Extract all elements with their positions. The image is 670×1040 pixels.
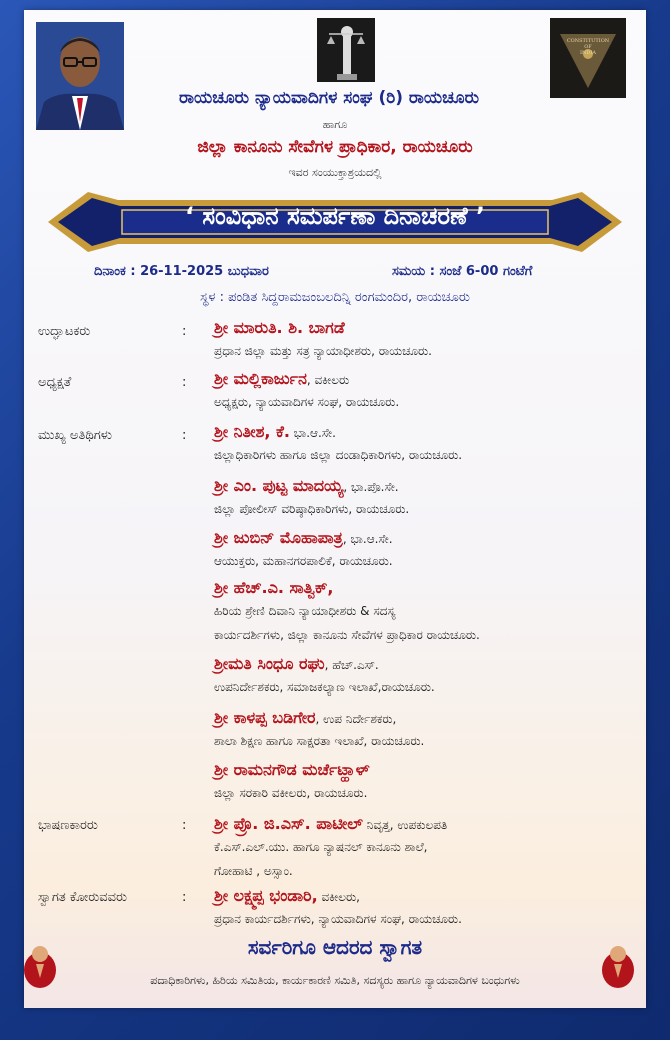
organizer-line-2: ಜಿಲ್ಲಾ ಕಾನೂನು ಸೇವೆಗಳ ಪ್ರಾಧಿಕಾರ, ರಾಯಚೂರು (197, 137, 473, 157)
invitation-card (24, 10, 646, 1008)
person-name: ಶ್ರೀ ಮಲ್ಲಿಕಾರ್ಜುನ, ವಕೀಲರು (214, 369, 350, 388)
person-desc-2: ಗೋಹಾಟಿ , ಅಸ್ಸಾಂ. (214, 864, 293, 878)
colon: : (182, 375, 187, 390)
and-connector: ಹಾಗೂ (322, 118, 348, 131)
person-desc: ಜಿಲ್ಲಾ ಸರಕಾರಿ ವಕೀಲರು, ರಾಯಚೂರು. (214, 786, 368, 800)
colon: : (182, 818, 187, 833)
person-name: ಶ್ರೀ ಕಾಳಪ್ಪ ಬಡಿಗೇರ, ಉಪ ನಿರ್ದೇಶಕರು, (214, 708, 397, 727)
role-inaugurator: ಉದ್ಘಾಟಕರು (38, 324, 91, 339)
person-name: ಶ್ರೀ ಜುಬಿನ್ ಮೊಹಾಪಾತ್ರ, ಭಾ.ಆ.ಸೇ. (214, 528, 393, 547)
event-time: ಸಮಯ : ಸಂಜೆ 6-00 ಗಂಟೆಗೆ (392, 264, 533, 279)
event-date: ದಿನಾಂಕ : 26-11-2025 ಬುಧವಾರ (94, 264, 269, 279)
role-chief-guests: ಮುಖ್ಯ ಅತಿಥಿಗಳು (38, 428, 112, 443)
role-speaker: ಭಾಷಣಕಾರರು (38, 818, 98, 833)
person-name: ಶ್ರೀ ಹೆಚ್.ಎ. ಸಾತ್ವಿಕ್, (214, 578, 334, 597)
person-desc: ಪ್ರಧಾನ ಜಿಲ್ಲಾ ಮತ್ತು ಸತ್ರ ನ್ಯಾಯಾಧೀಶರು, ರಾಯಚೂರು. (214, 344, 432, 358)
constitution-book-image (550, 18, 626, 98)
welcome-all-text: ಸರ್ವರಿಗೂ ಆದರದ ಸ್ವಾಗತ (247, 935, 423, 959)
book-title-line2: OF (584, 44, 592, 50)
role-welcome: ಸ್ವಾಗತ ಕೋರುವವರು (38, 890, 127, 905)
person-desc: ಪ್ರಧಾನ ಕಾರ್ಯದರ್ಶಿಗಳು, ನ್ಯಾಯವಾದಿಗಳ ಸಂಘ, ರಾಯಚೂರು. (214, 912, 462, 926)
person-name: ಶ್ರೀ ಪ್ರೊ. ಜಿ.ಎಸ್. ಪಾಟೀಲ್ ನಿವೃತ್ತ, ಉಪಕುಲಪತಿ (214, 814, 448, 833)
person-name: ಶ್ರೀ ನಿತೀಶ, ಕೆ. ಭಾ.ಆ.ಸೇ. (214, 422, 336, 441)
person-desc-2: ಕಾರ್ಯದರ್ಶಿಗಳು, ಜಿಲ್ಲಾ ಕಾನೂನು ಸೇವೆಗಳ ಪ್ರಾಧಿಕಾರ ರಾಯಚೂರು. (214, 628, 480, 642)
book-title-line1: CONSTITUTION (566, 38, 610, 44)
role-president: ಅಧ್ಯಕ್ಷತೆ (38, 375, 72, 390)
person-desc: ಹಿರಿಯ ಶ್ರೇಣಿ ದಿವಾನಿ ನ್ಯಾಯಾಧೀಶರು & ಸದಸ್ಯ (214, 604, 396, 618)
event-venue: ಸ್ಥಳ : ಪಂಡಿತ ಸಿದ್ದರಾಮಜಂಬಲದಿನ್ನಿ ರಂಗಮಂದಿರ, ರಾಯಚೂರು (200, 290, 470, 305)
person-desc: ಕೆ.ಎಸ್.ಎಲ್.ಯು. ಹಾಗೂ ನ್ಯಾಷನಲ್ ಕಾನೂನು ಶಾಲೆ, (214, 840, 428, 854)
colon: : (182, 324, 187, 339)
person-desc: ಉಪನಿರ್ದೇಶಕರು, ಸಮಾಜಕಲ್ಯಾಣ ಇಲಾಖೆ,ರಾಯಚೂರು. (214, 680, 435, 694)
person-desc: ಶಾಲಾ ಶಿಕ್ಷಣ ಹಾಗೂ ಸಾಕ್ಷರತಾ ಇಲಾಖೆ, ರಾಯಚೂರು. (214, 734, 425, 748)
person-name: ಶ್ರೀಮತಿ ಸಿಂಧೂ ರಘು, ಹೆಚ್.ಎಸ್. (214, 654, 379, 673)
person-desc: ಆಯುಕ್ತರು, ಮಹಾನಗರಪಾಲಿಕೆ, ರಾಯಚೂರು. (214, 554, 393, 568)
person-name: ಶ್ರೀ ಮಾರುತಿ. ಶಿ. ಬಾಗಡೆ (214, 318, 345, 337)
lady-justice-image (317, 18, 375, 82)
organizer-line-1: ರಾಯಚೂರು ನ್ಯಾಯವಾದಿಗಳ ಸಂಘ (ರಿ) ರಾಯಚೂರು (179, 88, 479, 108)
footer-text: ಪದಾಧಿಕಾರಿಗಳು, ಹಿರಿಯ ಸಮಿತಿಯ, ಕಾರ್ಯಕಾರಣಿ ಸಮಿತಿ, ಸದಸ್ಯರು ಹಾಗೂ ನ್ಯಾಯವಾದಿಗಳ ಬಂಧುಗಳು (150, 974, 520, 987)
person-name: ಶ್ರೀ ರಾಮನಗೌಡ ಮರ್ಚೆಟ್ಹಾಳ್ (214, 760, 370, 779)
portrait-photo (36, 22, 124, 130)
colon: : (182, 428, 187, 443)
joint-auspices-text: ಇವರ ಸಂಯುಕ್ತಾಶ್ರಯದಲ್ಲಿ (288, 166, 382, 179)
person-name: ಶ್ರೀ ಎಂ. ಪುಟ್ಟ ಮಾದಯ್ಯ, ಭಾ.ಪೊ.ಸೇ. (214, 476, 399, 495)
person-desc: ಅಧ್ಯಕ್ಷರು, ನ್ಯಾಯವಾದಿಗಳ ಸಂಘ, ರಾಯಚೂರು. (214, 395, 400, 409)
colon: : (182, 890, 187, 905)
person-name: ಶ್ರೀ ಲಕ್ಷ್ಮಪ್ಪ ಭಂಡಾರಿ, ವಕೀಲರು, (214, 886, 361, 905)
event-title: ‘ ಸಂವಿಧಾನ ಸಮರ್ಪಣಾ ದಿನಾಚರಣೆ ’ (184, 202, 486, 230)
person-desc: ಜಿಲ್ಲಾಧಿಕಾರಿಗಳು ಹಾಗೂ ಜಿಲ್ಲಾ ದಂಡಾಧಿಕಾರಿಗಳು, ರಾಯಚೂರು. (214, 448, 463, 462)
book-title-line3: INDIA (580, 50, 596, 56)
person-desc: ಜಿಲ್ಲಾ ಪೋಲೀಸ್ ವರಿಷ್ಠಾಧಿಕಾರಿಗಳು, ರಾಯಚೂರು. (214, 502, 410, 516)
